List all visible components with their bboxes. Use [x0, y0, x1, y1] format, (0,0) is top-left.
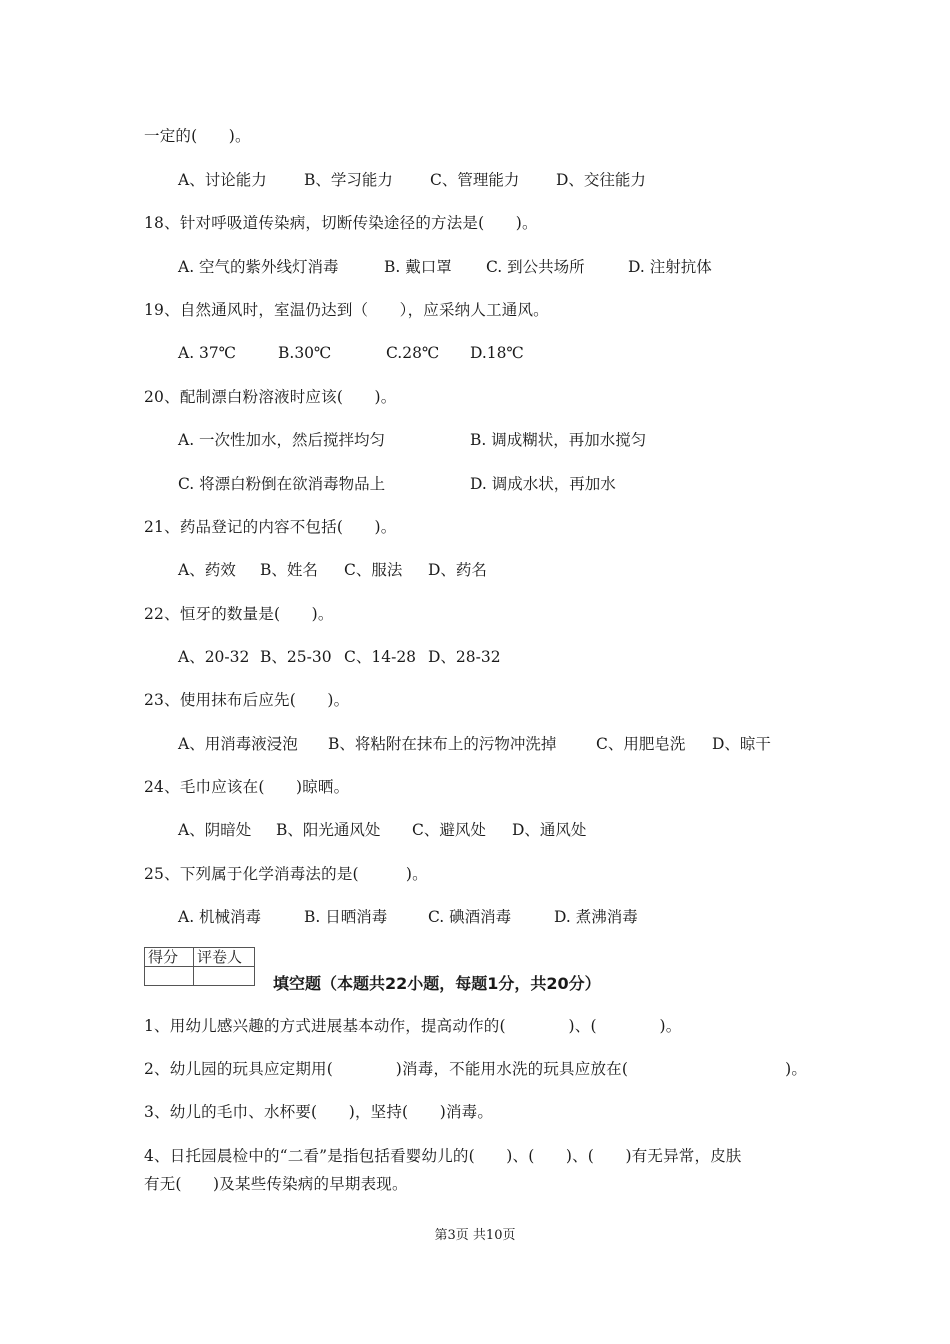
- option-c: C、避风处: [412, 821, 486, 839]
- option-a: A. 空气的紫外线灯消毒: [178, 258, 339, 276]
- option-c: C. 碘酒消毒: [428, 908, 512, 926]
- question-24: 24、毛巾应该在( )晾晒。: [144, 778, 350, 796]
- question-18-options: [178, 257, 712, 277]
- option-b: B. 日晒消毒: [304, 908, 388, 926]
- option-d: D. 煮沸消毒: [554, 908, 638, 926]
- option-d: D、药名: [428, 561, 487, 579]
- question-23-options: [178, 734, 771, 754]
- question-24-options: [178, 820, 586, 840]
- option-b: B. 调成糊状，再加水搅匀: [470, 431, 647, 449]
- option-a: A、20-32: [178, 648, 250, 666]
- option-b: B、将粘附在抹布上的污物冲洗掉: [328, 735, 557, 753]
- question-20-options-row-1: [178, 430, 646, 450]
- question-25: 25、下列属于化学消毒法的是( )。: [144, 865, 428, 883]
- option-c: C. 到公共场所: [486, 258, 585, 276]
- option-c: C、服法: [344, 561, 403, 579]
- score-cell: [145, 967, 194, 986]
- option-b: B、姓名: [260, 561, 318, 579]
- question-22-options: [178, 647, 501, 667]
- option-a: A. 一次性加水，然后搅拌均匀: [178, 431, 386, 449]
- question-17-options: [178, 170, 646, 190]
- option-a: A、用消毒液浸泡: [178, 735, 298, 753]
- option-a: A、阴暗处: [178, 821, 252, 839]
- option-d: D、通风处: [512, 821, 587, 839]
- option-d: D. 注射抗体: [628, 258, 712, 276]
- option-d: D. 调成水状，再加水: [470, 475, 616, 493]
- option-b: B. 戴口罩: [384, 258, 452, 276]
- grader-label: 评卷人: [194, 948, 255, 967]
- question-19: 19、自然通风时，室温仍达到（ ），应采纳人工通风。: [144, 301, 549, 319]
- option-d: D.18℃: [470, 344, 524, 362]
- option-c: C、管理能力: [430, 171, 520, 189]
- option-c: C. 将漂白粉倒在欲消毒物品上: [178, 475, 386, 493]
- question-22: 22、恒牙的数量是( )。: [144, 605, 334, 623]
- option-b: B、阳光通风处: [276, 821, 381, 839]
- fill-question-4-continuation: 有无( )及某些传染病的早期表现。: [144, 1175, 408, 1193]
- question-25-options: [178, 907, 638, 927]
- option-d: D、晾干: [712, 735, 771, 753]
- grader-cell: [194, 967, 255, 986]
- option-a: A. 37℃: [178, 344, 237, 362]
- fill-question-4: 4、日托园晨检中的“二看”是指包括看婴幼儿的( )、( )、( )有无异常，皮肤: [144, 1147, 742, 1165]
- question-20: 20、配制漂白粉溶液时应该( )。: [144, 388, 397, 406]
- question-21-options: [178, 560, 487, 580]
- option-b: B、学习能力: [304, 171, 393, 189]
- section-title: 填空题（本题共22小题，每题1分，共20分）: [273, 974, 601, 993]
- question-20-options-row-2: [178, 474, 616, 494]
- option-c: C.28℃: [386, 344, 440, 362]
- score-box: [144, 947, 255, 986]
- option-d: D、交往能力: [556, 171, 646, 189]
- option-d: D、28-32: [428, 648, 501, 666]
- question-23: 23、使用抹布后应先( )。: [144, 691, 350, 709]
- option-c: C、用肥皂洗: [596, 735, 686, 753]
- option-a: A、药效: [178, 561, 236, 579]
- fill-question-3: 3、幼儿的毛巾、水杯要( )，坚持( )消毒。: [144, 1103, 494, 1121]
- question-17-continuation: 一定的( )。: [144, 127, 251, 145]
- score-label: 得分: [145, 948, 194, 967]
- option-a: A、讨论能力: [178, 171, 267, 189]
- option-c: C、14-28: [344, 648, 417, 666]
- option-b: B、25-30: [260, 648, 332, 666]
- question-18: 18、针对呼吸道传染病，切断传染途径的方法是( )。: [144, 214, 538, 232]
- page-footer: 第3页 共10页: [434, 1228, 516, 1243]
- option-a: A. 机械消毒: [178, 908, 262, 926]
- fill-question-2: 2、幼儿园的玩具应定期用( )消毒，不能用水洗的玩具应放在( )。: [144, 1060, 808, 1078]
- question-21: 21、药品登记的内容不包括( )。: [144, 518, 397, 536]
- option-b: B.30℃: [278, 344, 332, 362]
- fill-question-1: 1、用幼儿感兴趣的方式进展基本动作，提高动作的( )、( )。: [144, 1017, 682, 1035]
- question-19-options: [178, 343, 524, 363]
